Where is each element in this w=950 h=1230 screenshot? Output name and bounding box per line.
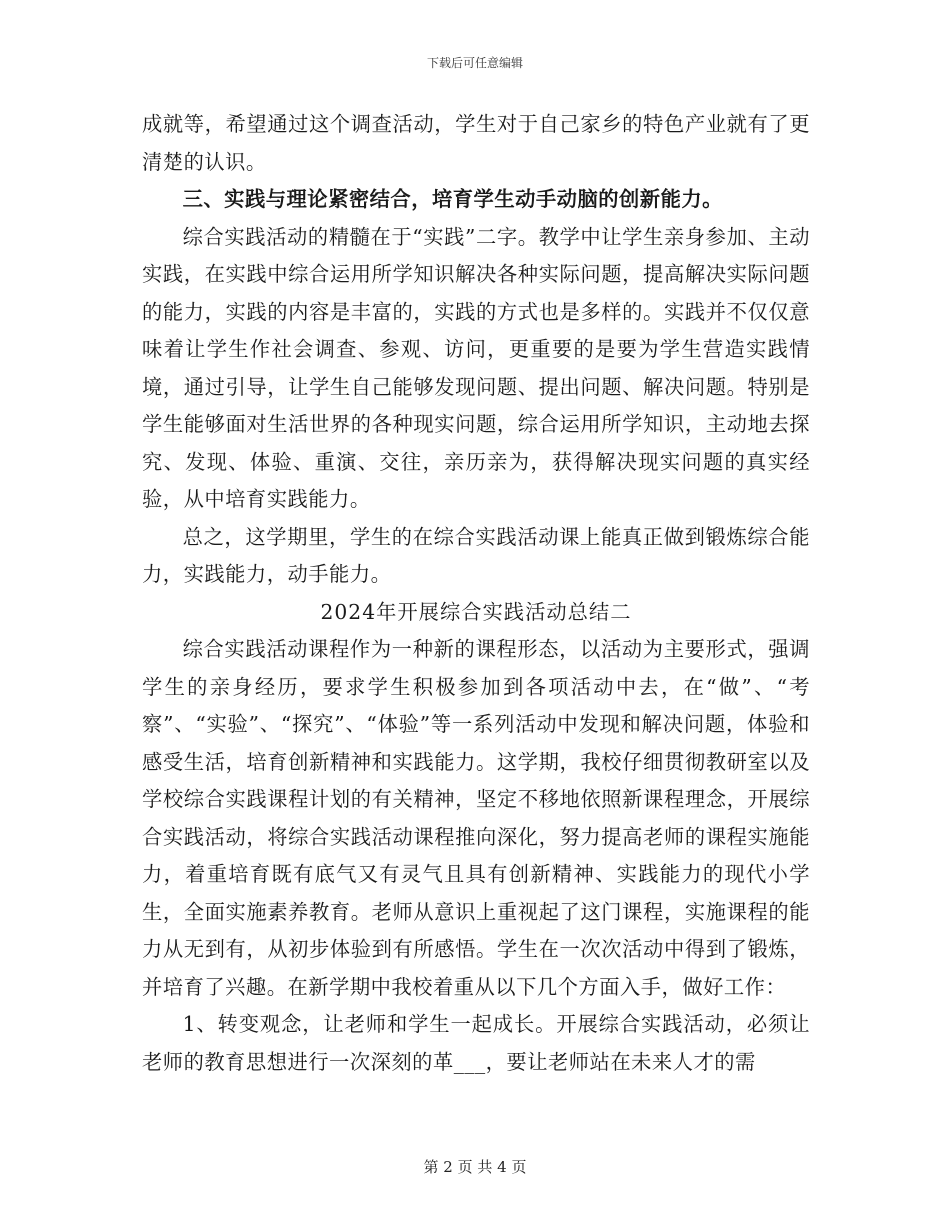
paragraph-practice: 综合实践活动的精髓在于“实践”二字。教学中让学生亲身参加、主动实践，在实践中综合运用所学知识解决各种实际问题，提高解决实际问题的能力，实践的内容是丰富的，实践的方式也是多样的。实践并不仅仅意味着让学生作社会调查、参观、访问，更重要的是要为学生营造实践情境，通过引导，让学生自己能够发现问题、提出问题、解决问题。特别是学生能够面对生活世界的各种现实问题，综合运用所学知识，主动地去探究、发现、体验、重演、交往，亲历亲为，获得解决现实问题的真实经验，从中培育实践能力。	[142, 224, 810, 511]
paragraph-summary: 总之，这学期里，学生的在综合实践活动课上能真正做到锻炼综合能力，实践能力，动手能力。	[142, 524, 810, 586]
page-header: 下载后可任意编辑	[426, 56, 523, 70]
page-footer: 第 2 页 共 4 页	[423, 1158, 527, 1176]
paragraph-intro-two: 综合实践活动课程作为一种新的课程形态，以活动为主要形式，强调学生的亲身经历，要求学生积极参加到各项活动中去，在“做”、“考察”、“实验”、“探究”、“体验”等一系列活动中发现和解决问题，体验和感受生活，培育创新精神和实践能力。这学期，我校仔细贯彻教研室以及学校综合实践课程计划的有关精神，坚定不移地依照新课程理念，开展综合实践活动，将综合实践活动课程推向深化，努力提高老师的课程实施能力，着重培育既有底气又有灵气且具有创新精神、实践能力的现代小学生，全面实施素养教育。老师从意识上重视起了这门课程，实施课程的能力从无到有，从初步体验到有所感悟。学生在一次次活动中得到了锻炼，并培育了兴趣。在新学期中我校着重从以下几个方面入手，做好工作：	[142, 637, 810, 999]
section-title-summary-two: 2024年开展综合实践活动总结二	[320, 599, 632, 624]
paragraph-point-one: 1、转变观念，让老师和学生一起成长。开展综合实践活动，必须让老师的教育思想进行一次深刻的革___，要让老师站在未来人才的需	[142, 1012, 810, 1074]
document-body	[142, 106, 810, 1081]
paragraph-continuation: 成就等，希望通过这个调查活动，学生对于自己家乡的特色产业就有了更清楚的认识。	[142, 112, 810, 174]
section-heading-three: 三、实践与理论紧密结合，培育学生动手动脑的创新能力。	[182, 187, 723, 211]
